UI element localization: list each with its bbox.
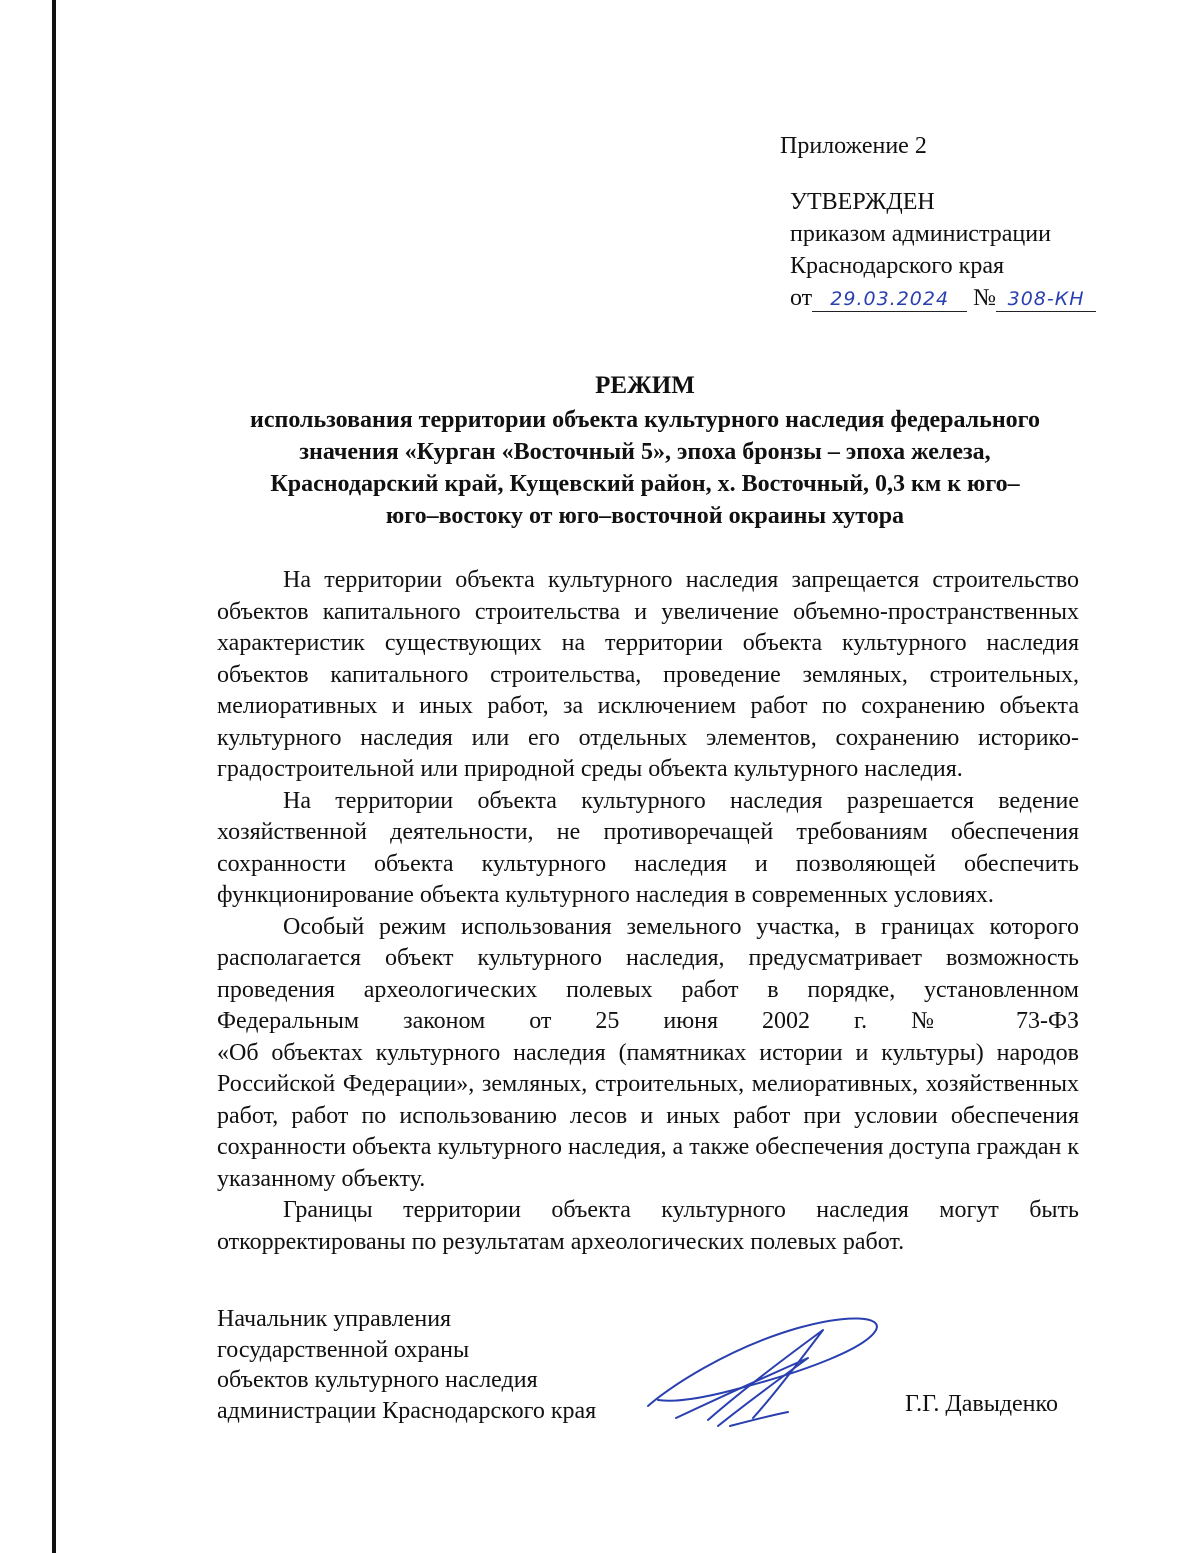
title-line: использования территории объекта культурного наследия федерального	[250, 407, 1040, 433]
date-prefix: от	[790, 285, 813, 311]
position-line: государственной охраны	[217, 1336, 470, 1363]
order-number: 308-КН	[996, 287, 1096, 312]
paragraph-special-regime-cont: «Об объектах культурного наследия (памятниках истории и культуры) народов Российской Федерации», земляных, строительных, мелиоративных, хозяйственных работ, работ по использованию лесов и иных работ при условии обеспечения сохранности объекта культурного наследия, а также обеспечения доступа граждан к указанному объекту.	[217, 1039, 1079, 1192]
document-body	[217, 565, 1079, 1258]
signatory-name: Г.Г. Давыденко	[905, 1391, 1058, 1417]
position-line: объектов культурного наследия	[217, 1367, 538, 1393]
paragraph-permission: На территории объекта культурного наследия разрешается ведение хозяйственной деятельности, не противоречащей требованиям обеспечения сохранности объекта культурного наследия и позволяющей обеспечить функционирование объекта культурного наследия в современных условиях.	[217, 787, 1079, 908]
title-heading: РЕЖИМ	[595, 372, 695, 399]
paragraph-prohibition: На территории объекта культурного наследия запрещается строительство объектов капитального строительства и увеличение объемно-пространственных характеристик существующих на территории объекта культурного наследия объектов капитального строительства, проведение земляных, строительных, мелиоративных и иных работ, за исключением работ по сохранению объекта культурного наследия или его отдельных элементов, сохранению историко-градостроительной или природной среды объекта культурного наследия.	[217, 567, 1079, 782]
position-line: Начальник управления	[217, 1306, 452, 1332]
paragraph-boundaries: Границы территории объекта культурного наследия могут быть откорректированы по результатам археологических полевых работ.	[217, 1197, 1079, 1255]
title-line: юго–востоку от юго–восточной окраины хутора	[385, 503, 905, 529]
order-date-number	[790, 282, 1096, 314]
paragraph-special-regime: Особый режим использования земельного участка, в границах которого располагается объект культурного наследия, предусматривает возможность проведения археологических полевых работ в порядке, установленном Федеральным законом от 25 июня 2002 г. № 73-ФЗ	[217, 913, 1079, 1034]
document-title	[200, 370, 1090, 532]
approved-label: УТВЕРЖДЕН	[790, 189, 935, 215]
approval-stamp	[780, 130, 1096, 314]
number-prefix: №	[973, 285, 997, 311]
order-line-2: Краснодарского края	[790, 253, 1005, 279]
position-line: администрации Краснодарского края	[217, 1397, 597, 1424]
order-date: 29.03.2024	[812, 287, 967, 312]
signatory-position	[217, 1304, 596, 1426]
annex-label: Приложение 2	[780, 133, 927, 159]
title-line: значения «Курган «Восточный 5», эпоха бронзы – эпоха железа,	[299, 439, 991, 465]
order-line-1: приказом администрации	[790, 221, 1051, 247]
handwritten-signature	[638, 1308, 888, 1433]
title-line: Краснодарский край, Кущевский район, х. Восточный, 0,3 км к юго–	[270, 471, 1020, 497]
scan-edge	[52, 0, 56, 1553]
